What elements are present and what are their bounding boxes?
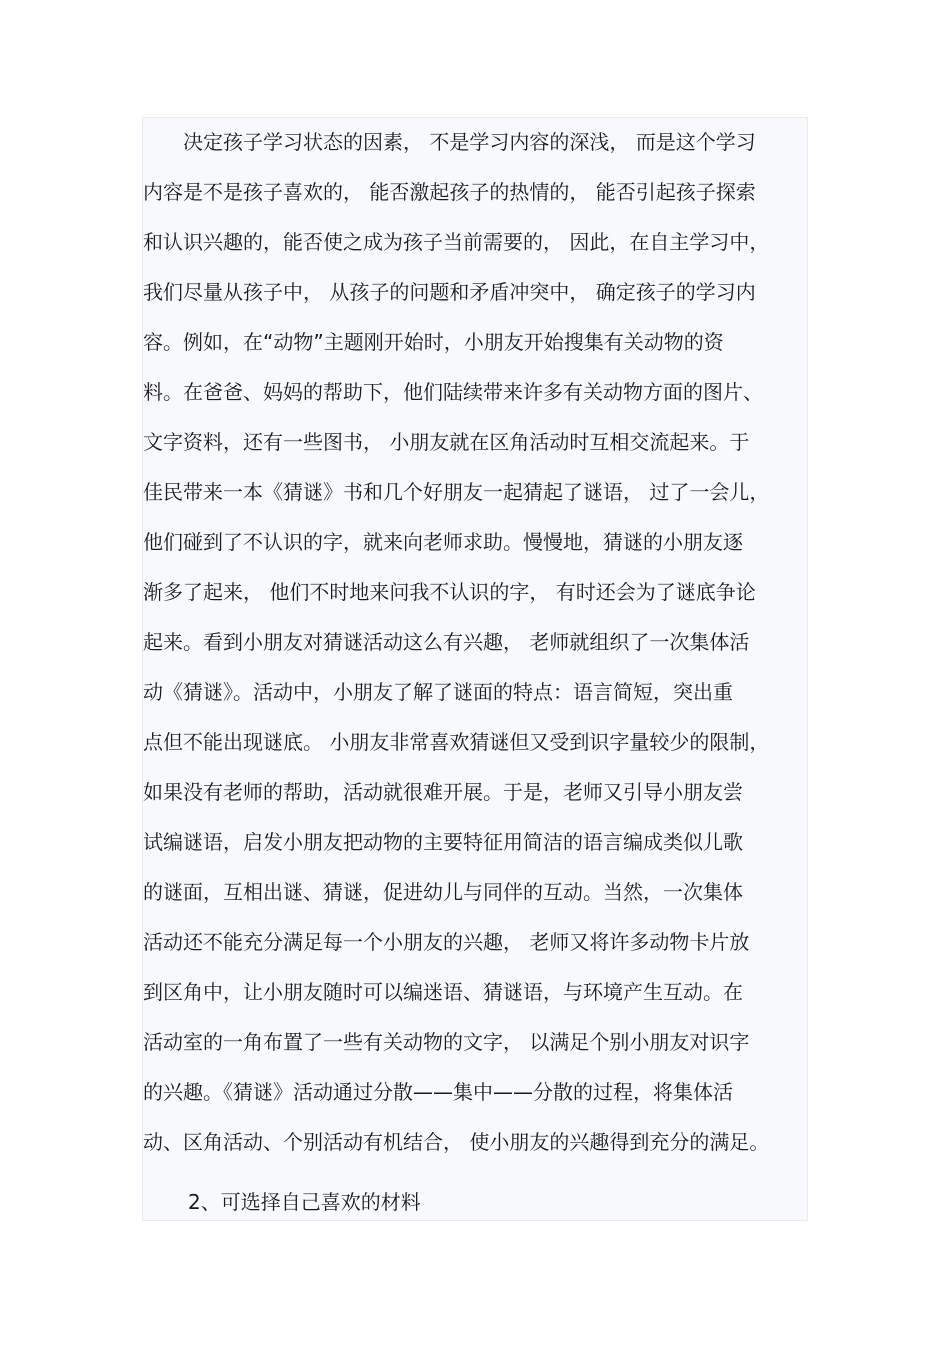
paragraph-line: 动、区角活动、个别活动有机结合， 使小朋友的兴趣得到充分的满足。 [143, 1130, 770, 1154]
paragraph-line: 容。例如，在“动物”主题刚开始时，小朋友开始搜集有关动物的资 [143, 330, 724, 354]
paragraph-line: 如果没有老师的帮助，活动就很难开展。于是，老师又引导小朋友尝 [143, 780, 743, 804]
paragraph-line: 渐多了起来， 他们不时地来问我不认识的字， 有时还会为了谜底争论 [143, 580, 756, 604]
paragraph-line: 点但不能出现谜底。 小朋友非常喜欢猜谜但又受到识字量较少的限制， [143, 730, 770, 754]
paragraph-line: 的谜面，互相出谜、猜谜，促进幼儿与同伴的互动。当然，一次集体 [143, 880, 743, 904]
paragraph-line: 到区角中，让小朋友随时可以编迷语、猜谜语，与环境产生互动。在 [143, 980, 743, 1004]
section-heading: 2、可选择自己喜欢的材料 [188, 1190, 421, 1214]
paragraph-line: 起来。看到小朋友对猜谜活动这么有兴趣， 老师就组织了一次集体活 [143, 630, 750, 654]
paragraph-line: 动《猜谜》。活动中，小朋友了解了谜面的特点：语言简短，突出重 [143, 680, 733, 704]
paragraph-line: 我们尽量从孩子中， 从孩子的问题和矛盾冲突中， 确定孩子的学习内 [143, 280, 756, 304]
paragraph-line: 的兴趣。《猜谜》活动通过分散——集中——分散的过程，将集体活 [143, 1080, 733, 1104]
paragraph-line: 他们碰到了不认识的字，就来向老师求助。慢慢地，猜谜的小朋友逐 [143, 530, 743, 554]
paragraph-line: 决定孩子学习状态的因素， 不是学习内容的深浅， 而是这个学习 [143, 130, 756, 154]
paragraph-line: 内容是不是孩子喜欢的， 能否激起孩子的热情的， 能否引起孩子探索 [143, 180, 756, 204]
paragraph-line: 料。在爸爸、妈妈的帮助下，他们陆续带来许多有关动物方面的图片、 [143, 380, 763, 404]
paragraph-line: 和认识兴趣的，能否使之成为孩子当前需要的， 因此，在自主学习中， [143, 230, 770, 254]
paragraph-line: 文字资料，还有一些图书， 小朋友就在区角活动时互相交流起来。于 [143, 430, 750, 454]
paragraph-line: 试编谜语，启发小朋友把动物的主要特征用简洁的语言编成类似儿歌 [143, 830, 743, 854]
paragraph-line: 佳民带来一本《猜谜》书和几个好朋友一起猜起了谜语， 过了一会儿， [143, 480, 770, 504]
paragraph-line: 活动室的一角布置了一些有关动物的文字， 以满足个别小朋友对识字 [143, 1030, 750, 1054]
paragraph-line: 活动还不能充分满足每一个小朋友的兴趣， 老师又将许多动物卡片放 [143, 930, 750, 954]
